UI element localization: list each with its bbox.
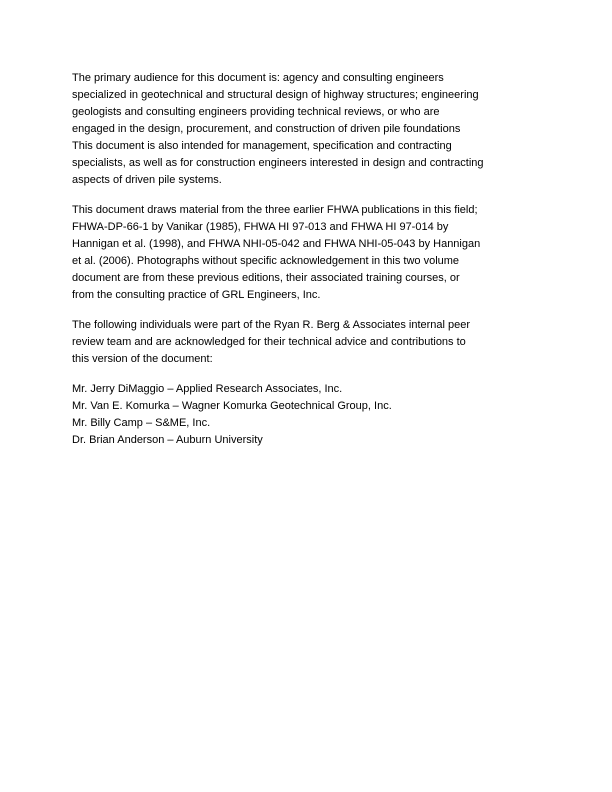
reviewer-item: Mr. Van E. Komurka – Wagner Komurka Geotechnical Group, Inc. (72, 400, 392, 412)
text-line: specialized in geotechnical and structural design of highway structures; engineering (72, 89, 479, 101)
text-line: document are from these previous editions, their associated training courses, or (72, 272, 460, 284)
text-line: FHWA-DP-66-1 by Vanikar (1985), FHWA HI 97-013 and FHWA HI 97-014 by (72, 221, 449, 233)
page-content (72, 70, 542, 449)
text-line: specialists, as well as for construction engineers interested in design and contracting (72, 157, 484, 169)
text-line: This document is also intended for management, specification and contracting (72, 140, 452, 152)
text-line: aspects of driven pile systems. (72, 174, 222, 186)
text-line: This document draws material from the three earlier FHWA publications in this field; (72, 204, 478, 216)
reviewer-item: Mr. Billy Camp – S&ME, Inc. (72, 417, 211, 429)
reviewer-list (72, 381, 542, 449)
text-line: engaged in the design, procurement, and construction of driven pile foundations (72, 123, 461, 135)
paragraph-sources (72, 202, 542, 304)
text-line: The primary audience for this document is: agency and consulting engineers (72, 72, 444, 84)
text-line: Hannigan et al. (1998), and FHWA NHI-05-042 and FHWA NHI-05-043 by Hannigan (72, 238, 481, 250)
reviewer-item: Dr. Brian Anderson – Auburn University (72, 434, 263, 446)
text-line: et al. (2006). Photographs without specific acknowledgement in this two volume (72, 255, 460, 267)
text-line: geologists and consulting engineers providing technical reviews, or who are (72, 106, 440, 118)
reviewer-item: Mr. Jerry DiMaggio – Applied Research Associates, Inc. (72, 383, 343, 395)
text-line: The following individuals were part of the Ryan R. Berg & Associates internal peer (72, 319, 471, 331)
text-line: review team and are acknowledged for their technical advice and contributions to (72, 336, 466, 348)
paragraph-audience (72, 70, 542, 189)
text-line: this version of the document: (72, 353, 213, 365)
paragraph-review-team (72, 317, 542, 368)
text-line: from the consulting practice of GRL Engineers, Inc. (72, 289, 321, 301)
